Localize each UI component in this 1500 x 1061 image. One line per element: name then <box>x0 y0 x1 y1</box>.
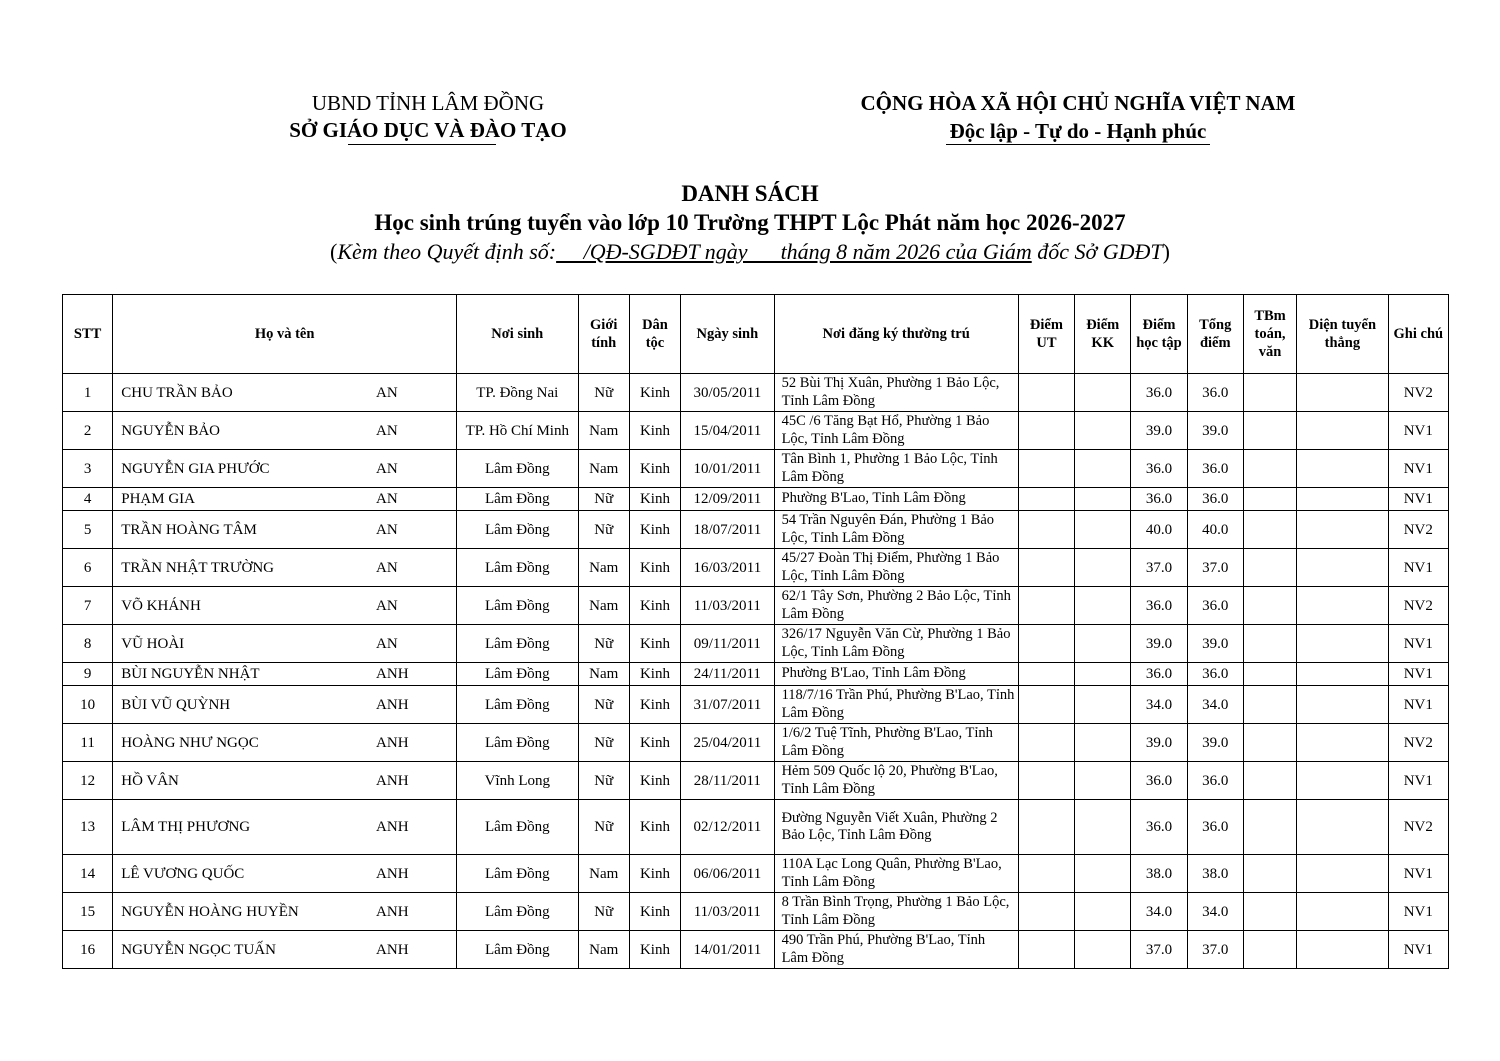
row-bonus-score <box>1075 412 1131 450</box>
row-given-name: ANH <box>368 686 456 724</box>
table-row <box>63 511 1449 549</box>
row-math-lit-avg <box>1243 762 1296 800</box>
row-total-score: 34.0 <box>1187 893 1243 931</box>
row-stt: 5 <box>63 511 113 549</box>
col-study-score: Điểm học tập <box>1131 295 1187 374</box>
row-birthdate: 30/05/2011 <box>681 374 774 412</box>
table-row <box>63 587 1449 625</box>
row-study-score: 36.0 <box>1131 587 1187 625</box>
row-total-score: 38.0 <box>1187 855 1243 893</box>
row-math-lit-avg <box>1243 893 1296 931</box>
row-gender: Nam <box>578 855 629 893</box>
row-priority-score <box>1018 855 1074 893</box>
row-direct-admission <box>1297 625 1388 663</box>
row-notes: NV2 <box>1388 511 1448 549</box>
row-ethnicity: Kinh <box>629 374 680 412</box>
row-surname: HỒ VÂN <box>113 762 368 800</box>
row-birthplace: Lâm Đồng <box>456 686 578 724</box>
document-title: DANH SÁCH <box>681 181 819 206</box>
row-ethnicity: Kinh <box>629 450 680 488</box>
row-total-score: 36.0 <box>1187 800 1243 855</box>
row-notes: NV1 <box>1388 855 1448 893</box>
row-bonus-score <box>1075 762 1131 800</box>
row-gender: Nữ <box>578 893 629 931</box>
row-notes: NV2 <box>1388 374 1448 412</box>
row-ethnicity: Kinh <box>629 587 680 625</box>
row-ethnicity: Kinh <box>629 724 680 762</box>
row-bonus-score <box>1075 931 1131 969</box>
row-study-score: 36.0 <box>1131 762 1187 800</box>
row-stt: 2 <box>63 412 113 450</box>
row-direct-admission <box>1297 855 1388 893</box>
row-birthplace: Lâm Đồng <box>456 587 578 625</box>
row-surname: VŨ HOÀI <box>113 625 368 663</box>
row-total-score: 36.0 <box>1187 450 1243 488</box>
ref-text-c: đốc Sở GDĐT <box>1031 239 1163 264</box>
row-ethnicity: Kinh <box>629 855 680 893</box>
row-direct-admission <box>1297 762 1388 800</box>
row-math-lit-avg <box>1243 625 1296 663</box>
country-name: CỘNG HÒA XÃ HỘI CHỦ NGHĨA VIỆT NAM <box>860 91 1296 115</box>
row-residence: 110A Lạc Long Quân, Phường B'Lao, Tỉnh Lâm Đồng <box>774 855 1018 893</box>
row-direct-admission <box>1297 450 1388 488</box>
row-notes: NV2 <box>1388 724 1448 762</box>
row-birthplace: Lâm Đồng <box>456 800 578 855</box>
row-given-name: AN <box>368 488 456 511</box>
table-row <box>63 663 1449 686</box>
row-stt: 15 <box>63 893 113 931</box>
row-given-name: AN <box>368 374 456 412</box>
row-total-score: 37.0 <box>1187 549 1243 587</box>
col-notes: Ghi chú <box>1388 295 1448 374</box>
row-priority-score <box>1018 800 1074 855</box>
col-birthplace: Nơi sinh <box>456 295 578 374</box>
col-ethnicity: Dân tộc <box>629 295 680 374</box>
row-birthplace: Vĩnh Long <box>456 762 578 800</box>
row-bonus-score <box>1075 663 1131 686</box>
col-gender: Giới tính <box>578 295 629 374</box>
row-ethnicity: Kinh <box>629 663 680 686</box>
row-total-score: 36.0 <box>1187 488 1243 511</box>
row-math-lit-avg <box>1243 724 1296 762</box>
row-given-name: ANH <box>368 800 456 855</box>
row-surname: NGUYỄN NGỌC TUẤN <box>113 931 368 969</box>
row-residence: Phường B'Lao, Tỉnh Lâm Đồng <box>774 663 1018 686</box>
row-math-lit-avg <box>1243 931 1296 969</box>
col-total-score: Tổng điểm <box>1187 295 1243 374</box>
row-residence: 326/17 Nguyễn Văn Cừ, Phường 1 Bảo Lộc, Tỉnh Lâm Đồng <box>774 625 1018 663</box>
row-stt: 6 <box>63 549 113 587</box>
table-row <box>63 450 1449 488</box>
row-ethnicity: Kinh <box>629 511 680 549</box>
row-residence: 54 Trần Nguyên Đán, Phường 1 Bảo Lộc, Tỉnh Lâm Đồng <box>774 511 1018 549</box>
row-given-name: ANH <box>368 724 456 762</box>
row-gender: Nam <box>578 663 629 686</box>
row-notes: NV1 <box>1388 450 1448 488</box>
row-bonus-score <box>1075 893 1131 931</box>
row-study-score: 36.0 <box>1131 663 1187 686</box>
row-math-lit-avg <box>1243 412 1296 450</box>
row-notes: NV1 <box>1388 663 1448 686</box>
row-ethnicity: Kinh <box>629 893 680 931</box>
row-direct-admission <box>1297 931 1388 969</box>
row-study-score: 38.0 <box>1131 855 1187 893</box>
row-surname: NGUYỄN GIA PHƯỚC <box>113 450 368 488</box>
row-priority-score <box>1018 450 1074 488</box>
row-birthplace: Lâm Đồng <box>456 893 578 931</box>
row-surname: HOÀNG NHƯ NGỌC <box>113 724 368 762</box>
row-stt: 10 <box>63 686 113 724</box>
row-stt: 13 <box>63 800 113 855</box>
row-study-score: 37.0 <box>1131 549 1187 587</box>
row-direct-admission <box>1297 488 1388 511</box>
row-given-name: ANH <box>368 893 456 931</box>
row-bonus-score <box>1075 374 1131 412</box>
row-study-score: 36.0 <box>1131 374 1187 412</box>
admission-table <box>62 294 1449 969</box>
row-study-score: 34.0 <box>1131 893 1187 931</box>
row-bonus-score <box>1075 625 1131 663</box>
row-gender: Nữ <box>578 686 629 724</box>
table-row <box>63 412 1449 450</box>
row-math-lit-avg <box>1243 488 1296 511</box>
row-total-score: 39.0 <box>1187 412 1243 450</box>
agency-name: UBND TỈNH LÂM ĐỒNG <box>311 91 545 115</box>
row-gender: Nam <box>578 549 629 587</box>
row-birthdate: 11/03/2011 <box>681 893 774 931</box>
row-priority-score <box>1018 549 1074 587</box>
row-priority-score <box>1018 686 1074 724</box>
row-birthdate: 02/12/2011 <box>681 800 774 855</box>
col-full-name: Họ và tên <box>113 295 457 374</box>
row-study-score: 34.0 <box>1131 686 1187 724</box>
row-study-score: 40.0 <box>1131 511 1187 549</box>
row-residence: 45C /6 Tăng Bạt Hổ, Phường 1 Bảo Lộc, Tỉnh Lâm Đồng <box>774 412 1018 450</box>
row-given-name: ANH <box>368 663 456 686</box>
row-notes: NV1 <box>1388 893 1448 931</box>
row-gender: Nữ <box>578 511 629 549</box>
row-given-name: AN <box>368 412 456 450</box>
row-gender: Nam <box>578 587 629 625</box>
row-ethnicity: Kinh <box>629 800 680 855</box>
row-notes: NV1 <box>1388 488 1448 511</box>
row-surname: VÕ KHÁNH <box>113 587 368 625</box>
row-study-score: 39.0 <box>1131 412 1187 450</box>
table-row <box>63 724 1449 762</box>
row-birthplace: Lâm Đồng <box>456 450 578 488</box>
document-title-block <box>0 179 1500 266</box>
row-gender: Nữ <box>578 488 629 511</box>
row-given-name: ANH <box>368 855 456 893</box>
col-residence: Nơi đăng ký thường trú <box>774 295 1018 374</box>
row-study-score: 39.0 <box>1131 724 1187 762</box>
row-math-lit-avg <box>1243 549 1296 587</box>
row-given-name: ANH <box>368 762 456 800</box>
row-gender: Nam <box>578 412 629 450</box>
row-direct-admission <box>1297 549 1388 587</box>
row-direct-admission <box>1297 374 1388 412</box>
row-direct-admission <box>1297 412 1388 450</box>
row-total-score: 37.0 <box>1187 931 1243 969</box>
row-priority-score <box>1018 663 1074 686</box>
row-direct-admission <box>1297 724 1388 762</box>
row-birthplace: Lâm Đồng <box>456 663 578 686</box>
row-residence: Hẻm 509 Quốc lộ 20, Phường B'Lao, Tỉnh Lâm Đồng <box>774 762 1018 800</box>
row-birthplace: TP. Hồ Chí Minh <box>456 412 578 450</box>
national-header <box>818 89 1338 145</box>
col-direct-admission: Diện tuyển thẳng <box>1297 295 1388 374</box>
row-direct-admission <box>1297 663 1388 686</box>
row-priority-score <box>1018 511 1074 549</box>
row-priority-score <box>1018 412 1074 450</box>
row-birthdate: 06/06/2011 <box>681 855 774 893</box>
row-bonus-score <box>1075 488 1131 511</box>
row-birthplace: Lâm Đồng <box>456 625 578 663</box>
row-birthplace: Lâm Đồng <box>456 931 578 969</box>
row-surname: LÂM THỊ PHƯƠNG <box>113 800 368 855</box>
row-math-lit-avg <box>1243 686 1296 724</box>
row-gender: Nữ <box>578 800 629 855</box>
row-birthdate: 10/01/2011 <box>681 450 774 488</box>
row-residence: 490 Trần Phú, Phường B'Lao, Tỉnh Lâm Đồng <box>774 931 1018 969</box>
row-study-score: 37.0 <box>1131 931 1187 969</box>
row-notes: NV1 <box>1388 762 1448 800</box>
row-birthdate: 28/11/2011 <box>681 762 774 800</box>
table-row <box>63 893 1449 931</box>
row-total-score: 36.0 <box>1187 663 1243 686</box>
row-bonus-score <box>1075 549 1131 587</box>
row-bonus-score <box>1075 511 1131 549</box>
row-given-name: ANH <box>368 931 456 969</box>
row-math-lit-avg <box>1243 800 1296 855</box>
row-priority-score <box>1018 724 1074 762</box>
row-surname: BÙI VŨ QUỲNH <box>113 686 368 724</box>
row-birthdate: 11/03/2011 <box>681 587 774 625</box>
row-surname: LÊ VƯƠNG QUỐC <box>113 855 368 893</box>
row-birthdate: 12/09/2011 <box>681 488 774 511</box>
row-total-score: 34.0 <box>1187 686 1243 724</box>
table-row <box>63 800 1449 855</box>
row-ethnicity: Kinh <box>629 412 680 450</box>
row-birthdate: 14/01/2011 <box>681 931 774 969</box>
row-total-score: 40.0 <box>1187 511 1243 549</box>
row-ethnicity: Kinh <box>629 931 680 969</box>
row-priority-score <box>1018 762 1074 800</box>
row-residence: 52 Bùi Thị Xuân, Phường 1 Bảo Lộc, Tỉnh Lâm Đồng <box>774 374 1018 412</box>
row-total-score: 36.0 <box>1187 374 1243 412</box>
row-total-score: 39.0 <box>1187 724 1243 762</box>
row-math-lit-avg <box>1243 663 1296 686</box>
row-priority-score <box>1018 587 1074 625</box>
row-residence: 8 Trần Bình Trọng, Phường 1 Bảo Lộc, Tỉnh Lâm Đồng <box>774 893 1018 931</box>
row-math-lit-avg <box>1243 450 1296 488</box>
row-birthplace: Lâm Đồng <box>456 488 578 511</box>
row-study-score: 39.0 <box>1131 625 1187 663</box>
row-birthplace: Lâm Đồng <box>456 511 578 549</box>
row-stt: 4 <box>63 488 113 511</box>
row-stt: 14 <box>63 855 113 893</box>
row-surname: NGUYỄN HOÀNG HUYỀN <box>113 893 368 931</box>
col-stt: STT <box>63 295 113 374</box>
row-stt: 1 <box>63 374 113 412</box>
row-notes: NV1 <box>1388 412 1448 450</box>
row-birthdate: 24/11/2011 <box>681 663 774 686</box>
row-study-score: 36.0 <box>1131 450 1187 488</box>
row-priority-score <box>1018 374 1074 412</box>
row-study-score: 36.0 <box>1131 800 1187 855</box>
row-total-score: 36.0 <box>1187 587 1243 625</box>
row-bonus-score <box>1075 800 1131 855</box>
row-gender: Nam <box>578 931 629 969</box>
col-birthdate: Ngày sinh <box>681 295 774 374</box>
row-direct-admission <box>1297 587 1388 625</box>
row-birthdate: 31/07/2011 <box>681 686 774 724</box>
row-stt: 8 <box>63 625 113 663</box>
row-birthdate: 15/04/2011 <box>681 412 774 450</box>
row-direct-admission <box>1297 511 1388 549</box>
row-residence: Phường B'Lao, Tỉnh Lâm Đồng <box>774 488 1018 511</box>
row-gender: Nữ <box>578 625 629 663</box>
row-gender: Nữ <box>578 374 629 412</box>
row-given-name: AN <box>368 625 456 663</box>
row-total-score: 36.0 <box>1187 762 1243 800</box>
row-residence: Tân Bình 1, Phường 1 Bảo Lộc, Tỉnh Lâm Đồng <box>774 450 1018 488</box>
row-priority-score <box>1018 625 1074 663</box>
table-row <box>63 488 1449 511</box>
row-math-lit-avg <box>1243 511 1296 549</box>
agency-header <box>268 90 588 144</box>
row-birthplace: Lâm Đồng <box>456 549 578 587</box>
national-motto: Độc lập - Tự do - Hạnh phúc <box>946 119 1211 145</box>
row-birthplace: Lâm Đồng <box>456 855 578 893</box>
row-notes: NV1 <box>1388 625 1448 663</box>
row-notes: NV2 <box>1388 587 1448 625</box>
row-stt: 16 <box>63 931 113 969</box>
row-priority-score <box>1018 931 1074 969</box>
row-stt: 3 <box>63 450 113 488</box>
row-bonus-score <box>1075 686 1131 724</box>
table-row <box>63 762 1449 800</box>
row-residence: 1/6/2 Tuệ Tĩnh, Phường B'Lao, Tỉnh Lâm Đồng <box>774 724 1018 762</box>
table-row <box>63 855 1449 893</box>
row-birthdate: 16/03/2011 <box>681 549 774 587</box>
col-math-lit-avg: TBm toán, văn <box>1243 295 1296 374</box>
ref-close-paren: ) <box>1162 239 1170 264</box>
row-math-lit-avg <box>1243 587 1296 625</box>
row-surname: BÙI NGUYỄN NHẬT <box>113 663 368 686</box>
row-study-score: 36.0 <box>1131 488 1187 511</box>
row-birthplace: Lâm Đồng <box>456 724 578 762</box>
table-row <box>63 625 1449 663</box>
row-direct-admission <box>1297 893 1388 931</box>
row-surname: NGUYỄN BẢO <box>113 412 368 450</box>
row-ethnicity: Kinh <box>629 488 680 511</box>
table-row <box>63 686 1449 724</box>
row-notes: NV2 <box>1388 800 1448 855</box>
row-bonus-score <box>1075 450 1131 488</box>
row-residence: 118/7/16 Trần Phú, Phường B'Lao, Tỉnh Lâm Đồng <box>774 686 1018 724</box>
row-ethnicity: Kinh <box>629 762 680 800</box>
col-bonus-score: Điểm KK <box>1075 295 1131 374</box>
ref-text-b: /QĐ-SGDĐT ngày tháng 8 năm 2026 của Giám <box>556 239 1032 264</box>
table-header-row <box>63 295 1449 374</box>
row-surname: TRẦN HOÀNG TÂM <box>113 511 368 549</box>
row-stt: 12 <box>63 762 113 800</box>
row-stt: 9 <box>63 663 113 686</box>
col-priority-score: Điểm UT <box>1018 295 1074 374</box>
row-residence: 62/1 Tây Sơn, Phường 2 Bảo Lộc, Tỉnh Lâm Đồng <box>774 587 1018 625</box>
row-given-name: AN <box>368 587 456 625</box>
row-ethnicity: Kinh <box>629 625 680 663</box>
row-direct-admission <box>1297 686 1388 724</box>
header-divider <box>348 144 496 145</box>
row-priority-score <box>1018 893 1074 931</box>
table-row <box>63 374 1449 412</box>
row-surname: PHẠM GIA <box>113 488 368 511</box>
row-birthdate: 09/11/2011 <box>681 625 774 663</box>
department-name: SỞ GIÁO DỤC VÀ ĐÀO TẠO <box>289 118 567 142</box>
row-given-name: AN <box>368 549 456 587</box>
row-birthplace: TP. Đồng Nai <box>456 374 578 412</box>
row-stt: 11 <box>63 724 113 762</box>
row-ethnicity: Kinh <box>629 549 680 587</box>
row-given-name: AN <box>368 450 456 488</box>
document-reference <box>0 237 1500 266</box>
row-notes: NV1 <box>1388 686 1448 724</box>
row-surname: CHU TRẦN BẢO <box>113 374 368 412</box>
document-subtitle: Học sinh trúng tuyển vào lớp 10 Trường THPT Lộc Phát năm học 2026-2027 <box>374 210 1126 235</box>
row-total-score: 39.0 <box>1187 625 1243 663</box>
row-birthdate: 25/04/2011 <box>681 724 774 762</box>
row-residence: 45/27 Đoàn Thị Điểm, Phường 1 Bảo Lộc, Tỉnh Lâm Đồng <box>774 549 1018 587</box>
row-gender: Nữ <box>578 724 629 762</box>
row-ethnicity: Kinh <box>629 686 680 724</box>
row-math-lit-avg <box>1243 374 1296 412</box>
row-bonus-score <box>1075 587 1131 625</box>
row-surname: TRẦN NHẬT TRƯỜNG <box>113 549 368 587</box>
ref-open-paren: ( <box>330 239 338 264</box>
row-bonus-score <box>1075 855 1131 893</box>
row-birthdate: 18/07/2011 <box>681 511 774 549</box>
table-row <box>63 549 1449 587</box>
row-residence: Đường Nguyễn Viết Xuân, Phường 2 Bảo Lộc, Tỉnh Lâm Đồng <box>774 800 1018 855</box>
table-row <box>63 931 1449 969</box>
row-stt: 7 <box>63 587 113 625</box>
row-bonus-score <box>1075 724 1131 762</box>
row-given-name: AN <box>368 511 456 549</box>
row-priority-score <box>1018 488 1074 511</box>
row-direct-admission <box>1297 800 1388 855</box>
row-notes: NV1 <box>1388 549 1448 587</box>
ref-text-a: Kèm theo Quyết định số: <box>337 239 557 264</box>
row-gender: Nữ <box>578 762 629 800</box>
row-gender: Nam <box>578 450 629 488</box>
row-notes: NV1 <box>1388 931 1448 969</box>
row-math-lit-avg <box>1243 855 1296 893</box>
